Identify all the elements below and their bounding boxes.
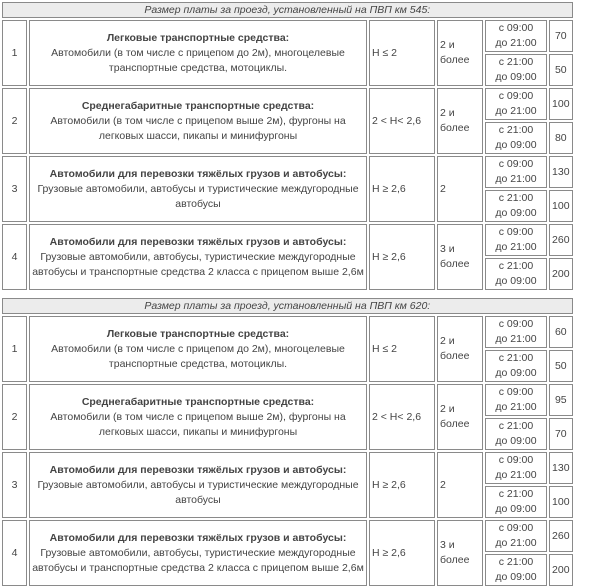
price: 260	[549, 520, 573, 552]
time-range	[485, 190, 547, 222]
time-from: с 21:00	[498, 556, 534, 568]
vehicle-class-title: Легковые транспортные средства:	[106, 327, 290, 340]
axle-count: 2 и более	[437, 88, 483, 154]
time-to: до 21:00	[495, 401, 537, 413]
separator-cell	[2, 292, 573, 296]
vehicle-class-title: Легковые транспортные средства:	[106, 31, 290, 44]
time-from: с 09:00	[498, 522, 534, 534]
price: 130	[549, 156, 573, 188]
height-limit: H ≥ 2,6	[369, 224, 435, 290]
time-from: с 09:00	[498, 22, 534, 34]
time-from: с 09:00	[498, 454, 534, 466]
price: 260	[549, 224, 573, 256]
time-from: с 09:00	[498, 226, 534, 238]
vehicle-class-cell	[29, 316, 367, 382]
time-from: с 21:00	[498, 488, 534, 500]
height-limit: H ≥ 2,6	[369, 452, 435, 518]
height-limit: H ≤ 2	[369, 316, 435, 382]
time-to: до 09:00	[495, 275, 537, 287]
row-number: 4	[2, 224, 27, 290]
time-from: с 21:00	[498, 352, 534, 364]
time-range	[485, 452, 547, 484]
price: 100	[549, 190, 573, 222]
vehicle-class-cell	[29, 156, 367, 222]
section-title: Размер платы за проезд, установленный на ПВП км 545:	[2, 2, 573, 18]
height-limit: 2 < H< 2,6	[369, 88, 435, 154]
time-range	[485, 224, 547, 256]
height-limit: H ≥ 2,6	[369, 156, 435, 222]
tariff-row	[2, 156, 573, 188]
row-number: 3	[2, 156, 27, 222]
time-from: с 09:00	[498, 386, 534, 398]
price: 95	[549, 384, 573, 416]
time-to: до 21:00	[495, 173, 537, 185]
time-to: до 09:00	[495, 435, 537, 447]
row-number: 1	[2, 316, 27, 382]
axle-count: 2	[437, 452, 483, 518]
time-to: до 21:00	[495, 469, 537, 481]
axle-count: 2 и более	[437, 20, 483, 86]
price: 50	[549, 54, 573, 86]
vehicle-class-title: Среднегабаритные транспортные средства:	[81, 395, 315, 408]
time-to: до 21:00	[495, 537, 537, 549]
time-from: с 09:00	[498, 158, 534, 170]
vehicle-class-title: Автомобили для перевозки тяжёлых грузов и автобусы:	[49, 463, 347, 476]
time-to: до 09:00	[495, 503, 537, 515]
time-range	[485, 156, 547, 188]
tariff-row	[2, 316, 573, 348]
time-range	[485, 54, 547, 86]
tariff-row	[2, 88, 573, 120]
section-header-row	[2, 2, 573, 18]
price: 70	[549, 418, 573, 450]
vehicle-class-description: Автомобили (в том числе с прицепом выше 2м), фургоны на легковых шасси, пикапы и минифургоны	[50, 114, 346, 142]
time-from: с 09:00	[498, 90, 534, 102]
tariff-row	[2, 384, 573, 416]
price: 70	[549, 20, 573, 52]
height-limit: 2 < H< 2,6	[369, 384, 435, 450]
row-number: 4	[2, 520, 27, 586]
price: 200	[549, 258, 573, 290]
vehicle-class-description: Автомобили (в том числе с прицепом до 2м), многоцелевые транспортные средства, мотоциклы.	[51, 46, 345, 74]
axle-count: 2 и более	[437, 316, 483, 382]
time-from: с 21:00	[498, 420, 534, 432]
vehicle-class-cell	[29, 88, 367, 154]
time-from: с 21:00	[498, 260, 534, 272]
time-to: до 09:00	[495, 367, 537, 379]
tariff-row	[2, 224, 573, 256]
time-range	[485, 20, 547, 52]
price: 60	[549, 316, 573, 348]
time-range	[485, 350, 547, 382]
vehicle-class-description: Грузовые автомобили, автобусы, туристические междугородные автобусы и транспортные средства 2 класса с прицепом выше 2,6м	[32, 250, 364, 278]
time-range	[485, 384, 547, 416]
section-title: Размер платы за проезд, установленный на ПВП км 620:	[2, 298, 573, 314]
row-number: 1	[2, 20, 27, 86]
time-to: до 21:00	[495, 333, 537, 345]
time-to: до 21:00	[495, 37, 537, 49]
time-to: до 09:00	[495, 71, 537, 83]
tariff-table-body	[2, 2, 573, 586]
price: 200	[549, 554, 573, 586]
row-number: 2	[2, 384, 27, 450]
axle-count: 3 и более	[437, 224, 483, 290]
time-range	[485, 520, 547, 552]
vehicle-class-description: Грузовые автомобили, автобусы и туристические междугородные автобусы	[37, 478, 359, 506]
vehicle-class-description: Автомобили (в том числе с прицепом выше 2м), фургоны на легковых шасси, пикапы и минифургоны	[50, 410, 346, 438]
vehicle-class-title: Автомобили для перевозки тяжёлых грузов и автобусы:	[49, 531, 347, 544]
section-header-row	[2, 298, 573, 314]
time-range	[485, 316, 547, 348]
time-from: с 21:00	[498, 124, 534, 136]
time-to: до 09:00	[495, 571, 537, 583]
axle-count: 2	[437, 156, 483, 222]
vehicle-class-title: Автомобили для перевозки тяжёлых грузов и автобусы:	[49, 235, 347, 248]
vehicle-class-cell	[29, 520, 367, 586]
time-range	[485, 122, 547, 154]
time-to: до 21:00	[495, 105, 537, 117]
vehicle-class-title: Автомобили для перевозки тяжёлых грузов и автобусы:	[49, 167, 347, 180]
vehicle-class-cell	[29, 20, 367, 86]
price: 130	[549, 452, 573, 484]
time-from: с 21:00	[498, 192, 534, 204]
price: 100	[549, 486, 573, 518]
height-limit: H ≤ 2	[369, 20, 435, 86]
vehicle-class-description: Автомобили (в том числе с прицепом до 2м), многоцелевые транспортные средства, мотоциклы.	[51, 342, 345, 370]
price: 80	[549, 122, 573, 154]
vehicle-class-description: Грузовые автомобили, автобусы и туристические междугородные автобусы	[37, 182, 359, 210]
tariff-row	[2, 20, 573, 52]
section-separator	[2, 292, 573, 296]
time-to: до 21:00	[495, 241, 537, 253]
time-range	[485, 554, 547, 586]
time-range	[485, 258, 547, 290]
vehicle-class-cell	[29, 452, 367, 518]
vehicle-class-cell	[29, 384, 367, 450]
vehicle-class-description: Грузовые автомобили, автобусы, туристические междугородные автобусы и транспортные средства 2 класса с прицепом выше 2,6м	[32, 546, 364, 574]
height-limit: H ≥ 2,6	[369, 520, 435, 586]
time-to: до 09:00	[495, 207, 537, 219]
vehicle-class-cell	[29, 224, 367, 290]
vehicle-class-title: Среднегабаритные транспортные средства:	[81, 99, 315, 112]
time-from: с 09:00	[498, 318, 534, 330]
time-range	[485, 88, 547, 120]
price: 50	[549, 350, 573, 382]
axle-count: 3 и более	[437, 520, 483, 586]
axle-count: 2 и более	[437, 384, 483, 450]
row-number: 3	[2, 452, 27, 518]
tariff-row	[2, 452, 573, 484]
time-range	[485, 418, 547, 450]
time-to: до 09:00	[495, 139, 537, 151]
row-number: 2	[2, 88, 27, 154]
time-from: с 21:00	[498, 56, 534, 68]
price: 100	[549, 88, 573, 120]
tariff-row	[2, 520, 573, 552]
time-range	[485, 486, 547, 518]
